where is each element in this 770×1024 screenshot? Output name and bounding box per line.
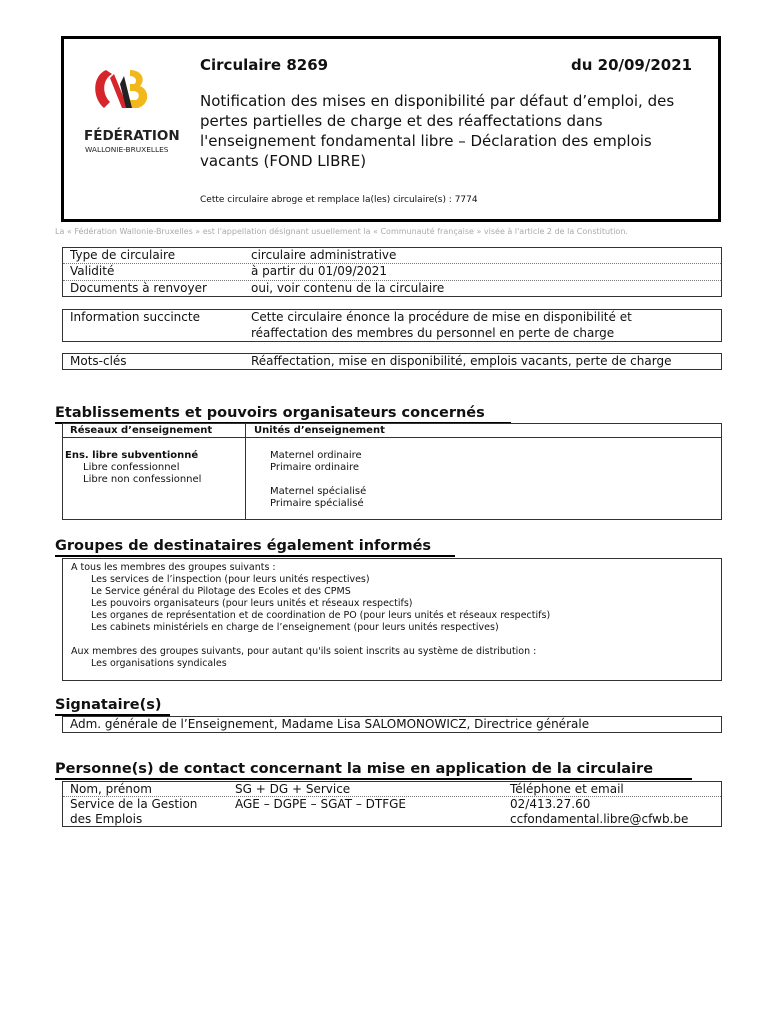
list-item: Maternel ordinaire [270,450,362,461]
table-row [63,248,721,264]
list-item: Les pouvoirs organisateurs (pour leurs unités et réseaux respectifs) [91,598,413,609]
succincte-line-1: Cette circulaire énonce la procédure de mise en disponibilité et [251,310,632,324]
signataire-value: Adm. générale de l’Enseignement, Madame Lisa SALOMONOWICZ, Directrice générale [62,716,722,733]
contact-nom-2: des Emplois [70,812,143,826]
header-nom: Nom, prénom [70,782,152,796]
column-divider [245,424,246,519]
header-service: SG + DG + Service [235,782,351,796]
succincte-line-2: réaffectation des membres du personnel en perte de charge [251,325,615,340]
logo-text-2: WALLONIE-BRUXELLES [85,145,169,154]
table-row [63,310,721,341]
documents-label: Documents à renvoyer [70,280,207,295]
groupes-intro-2: Aux membres des groupes suivants, pour autant qu'ils soient inscrits au système de distribution : [71,646,537,657]
validite-value: à partir du 01/09/2021 [251,264,388,279]
etablissements-table [62,423,722,520]
etablissements-header [63,424,721,438]
contact-nom-1: Service de la Gestion [70,797,198,811]
reseaux-main: Ens. libre subventionné [65,450,199,461]
table-row [63,281,721,296]
groupes-title: Groupes de destinataires également informés [55,538,432,554]
contact-underline [55,778,692,780]
reseaux-column [65,450,201,486]
contact-title: Personne(s) de contact concernant la mise en application de la circulaire [55,761,654,777]
fwb-footnote: La « Fédération Wallonie-Bruxelles » est l'appellation désignant usuellement la « Communauté française » visée à l'article 2 de la Constitution. [55,227,628,236]
groupes-underline [55,555,455,557]
list-item: Les services de l’inspection (pour leurs unités respectives) [91,574,370,585]
info-table-general [62,247,722,297]
circulaire-title: Notification des mises en disponibilité par défaut d’emploi, des pertes partielles de charge et des réaffectations dans l'enseignement fondamental libre – Déclaration des emplois vacants (FOND LIBRE) [200,92,675,170]
list-item: Les organisations syndicales [91,658,227,669]
table-row [63,264,721,280]
list-item: Libre non confessionnel [83,474,202,485]
documents-value: oui, voir contenu de la circulaire [251,280,445,295]
contact-email: ccfondamental.libre@cfwb.be [510,812,689,826]
list-item: Maternel spécialisé [270,486,367,497]
groupes-intro-1: A tous les membres des groupes suivants : [71,562,276,573]
type-value: circulaire administrative [251,248,397,262]
abroge-note: Cette circulaire abroge et remplace la(les) circulaire(s) : 7774 [200,195,478,205]
contact-tel: 02/413.27.60 [510,797,591,811]
groupes-box [62,558,722,681]
fwb-logo [84,64,194,154]
table-row [63,354,721,369]
header-unites: Unités d’enseignement [254,425,385,436]
info-table-mots-cles [62,353,722,370]
info-table-succincte [62,309,722,342]
list-item: Primaire ordinaire [270,462,360,473]
mots-label: Mots-clés [70,354,127,368]
circulaire-date: du 20/09/2021 [571,56,693,74]
type-label: Type de circulaire [70,248,176,262]
header-tel: Téléphone et email [510,782,624,796]
list-item: Le Service général du Pilotage des Ecoles et des CPMS [91,586,351,597]
list-item: Primaire spécialisé [270,498,364,509]
mots-value: Réaffectation, mise en disponibilité, emplois vacants, perte de charge [251,354,672,368]
validite-label: Validité [70,264,115,279]
succincte-label: Information succincte [70,310,200,324]
circulaire-number: Circulaire 8269 [200,56,329,74]
header-reseaux: Réseaux d’enseignement [70,425,213,436]
contact-table [62,781,722,827]
list-item: Libre confessionnel [83,462,180,473]
unites-column [270,450,366,510]
logo-text-1: FÉDÉRATION [84,128,180,144]
contact-service: AGE – DGPE – SGAT – DTFGE [235,797,406,811]
succincte-value [247,310,721,341]
list-item: Les organes de représentation et de coordination de PO (pour leurs unités et réseaux respectifs) [91,610,551,621]
signataire-title: Signataire(s) [55,697,162,713]
list-item: Les cabinets ministériels en charge de l’enseignement (pour leurs unités respectives) [91,622,499,633]
etablissements-title: Etablissements et pouvoirs organisateurs concernés [55,405,485,421]
